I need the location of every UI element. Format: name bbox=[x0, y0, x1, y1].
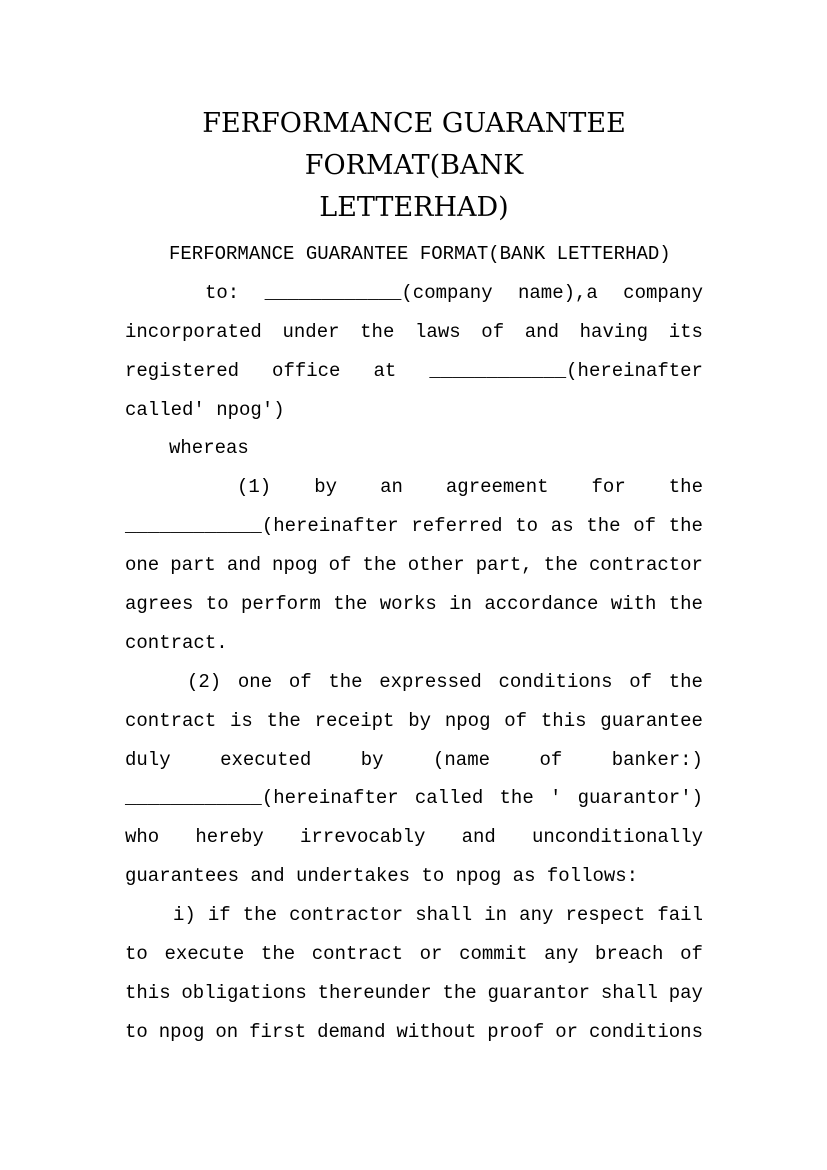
word: banker:) bbox=[611, 748, 703, 771]
word: the bbox=[499, 787, 534, 810]
word: expressed bbox=[379, 670, 482, 693]
word: fail bbox=[657, 904, 703, 927]
word: registered bbox=[125, 359, 240, 382]
word: of bbox=[633, 515, 657, 538]
word: without bbox=[396, 1020, 477, 1043]
word: the bbox=[668, 515, 703, 538]
word: pay bbox=[668, 981, 703, 1004]
text-line bbox=[125, 468, 703, 507]
word: any bbox=[519, 904, 554, 927]
word: the bbox=[266, 709, 301, 732]
word: the bbox=[360, 320, 395, 343]
word: part bbox=[170, 554, 216, 577]
word: irrevocably bbox=[299, 826, 426, 849]
word: other bbox=[407, 554, 465, 577]
word: this bbox=[540, 709, 587, 732]
text-line bbox=[125, 974, 703, 1013]
word: of bbox=[328, 554, 352, 577]
title-line-1: FERFORMANCE GUARANTEE FORMAT(BANK bbox=[202, 108, 626, 181]
text-line bbox=[125, 507, 703, 546]
word: agreement bbox=[445, 476, 549, 499]
text-line: guarantees and undertakes to npog as follows: bbox=[125, 865, 639, 888]
word: as bbox=[550, 515, 574, 538]
word: respect bbox=[565, 904, 646, 927]
text-line bbox=[125, 935, 703, 974]
text-line bbox=[125, 702, 703, 741]
word: unconditionally bbox=[531, 826, 703, 849]
word: under bbox=[282, 320, 340, 343]
word: by bbox=[408, 709, 432, 732]
word: laws bbox=[415, 320, 461, 343]
word: the bbox=[442, 981, 477, 1004]
word: the bbox=[543, 554, 578, 577]
word: to: bbox=[205, 281, 240, 304]
word: execute bbox=[164, 943, 245, 966]
text-line: whereas bbox=[169, 437, 249, 460]
word: and bbox=[226, 554, 262, 577]
text-line bbox=[125, 585, 703, 624]
word: (1) bbox=[237, 476, 272, 499]
word: duly bbox=[125, 748, 171, 771]
word: is bbox=[230, 709, 253, 732]
word: one bbox=[237, 670, 273, 693]
word: commit bbox=[459, 943, 528, 966]
word: contractor bbox=[289, 904, 404, 927]
word: at bbox=[373, 359, 397, 382]
word: referred bbox=[411, 515, 503, 538]
word: of bbox=[629, 670, 653, 693]
word: any bbox=[544, 943, 579, 966]
word: office bbox=[272, 359, 341, 382]
word: or bbox=[555, 1020, 578, 1043]
text-line bbox=[125, 274, 703, 313]
word: to bbox=[205, 593, 229, 616]
word: and bbox=[524, 320, 559, 343]
word: the bbox=[260, 943, 296, 966]
word: with bbox=[610, 593, 657, 616]
word: the bbox=[242, 904, 277, 927]
word: the bbox=[668, 593, 703, 616]
word: receipt bbox=[314, 709, 395, 732]
word: breach bbox=[595, 943, 664, 966]
word: if bbox=[207, 904, 231, 927]
text-line bbox=[125, 546, 703, 585]
word: its bbox=[668, 320, 703, 343]
word: agrees bbox=[125, 593, 194, 616]
word: to bbox=[125, 943, 148, 966]
word: conditions bbox=[498, 670, 613, 693]
word: proof bbox=[487, 1020, 545, 1043]
word: guarantor') bbox=[577, 787, 703, 810]
text-line bbox=[125, 313, 703, 352]
text-line bbox=[125, 352, 703, 391]
word: name),a bbox=[517, 281, 598, 304]
text-line bbox=[125, 896, 703, 935]
word: to bbox=[125, 1020, 148, 1043]
word: contract bbox=[311, 943, 403, 966]
word: ____________(company bbox=[264, 281, 493, 304]
word: works bbox=[379, 593, 437, 616]
word: contract bbox=[125, 709, 217, 732]
word: called bbox=[414, 787, 484, 810]
word: ' bbox=[549, 787, 562, 810]
word: ____________(hereinafter bbox=[125, 787, 399, 810]
word: company bbox=[623, 281, 703, 304]
word: i) bbox=[173, 904, 196, 927]
word: the bbox=[668, 670, 703, 693]
text-line bbox=[125, 779, 703, 818]
word: this bbox=[125, 981, 171, 1004]
word: the bbox=[668, 476, 703, 499]
word: for bbox=[591, 476, 626, 499]
word: part, bbox=[475, 554, 533, 577]
word: accordance bbox=[484, 593, 599, 616]
text-line bbox=[125, 741, 703, 780]
word: or bbox=[419, 943, 443, 966]
word: demand bbox=[317, 1020, 386, 1043]
text-line bbox=[125, 663, 703, 702]
word: thereunder bbox=[317, 981, 432, 1004]
word: first bbox=[249, 1020, 307, 1043]
word: on bbox=[215, 1020, 239, 1043]
word: guarantee bbox=[600, 709, 703, 732]
word: conditions bbox=[588, 1020, 703, 1043]
word: npog bbox=[272, 554, 318, 577]
word: (2) bbox=[187, 670, 222, 693]
word: by bbox=[360, 748, 384, 771]
word: obligations bbox=[181, 981, 307, 1004]
word: who bbox=[125, 826, 160, 849]
word: npog bbox=[158, 1020, 205, 1043]
word: the bbox=[328, 670, 363, 693]
word: of bbox=[288, 670, 312, 693]
subtitle: FERFORMANCE GUARANTEE FORMAT(BANK LETTERHAD) bbox=[169, 243, 671, 265]
word: the bbox=[362, 554, 397, 577]
word: (name bbox=[433, 748, 491, 771]
word: having bbox=[579, 320, 649, 343]
word: by bbox=[314, 476, 338, 499]
word: shall bbox=[415, 904, 473, 927]
word: the bbox=[586, 515, 621, 538]
word: in bbox=[449, 593, 472, 616]
body-paragraphs bbox=[125, 274, 703, 1052]
word: the bbox=[333, 593, 368, 616]
word: ____________(hereinafter bbox=[429, 359, 703, 382]
document-body bbox=[125, 235, 703, 1052]
word: of bbox=[680, 943, 703, 966]
word: shall bbox=[600, 981, 658, 1004]
word: of bbox=[481, 320, 505, 343]
document-title bbox=[125, 103, 703, 229]
word: one bbox=[125, 554, 160, 577]
word: to bbox=[515, 515, 539, 538]
word: ____________(hereinafter bbox=[125, 515, 399, 538]
word: hereby bbox=[195, 826, 264, 849]
word: of bbox=[504, 709, 528, 732]
word: in bbox=[484, 904, 508, 927]
word: an bbox=[380, 476, 403, 499]
word: executed bbox=[220, 748, 312, 771]
word: incorporated bbox=[125, 320, 262, 343]
text-line: contract. bbox=[125, 631, 228, 654]
title-line-2: LETTERHAD) bbox=[319, 192, 509, 223]
word: and bbox=[461, 826, 496, 849]
text-line: called' npog') bbox=[125, 398, 285, 421]
word: npog bbox=[444, 709, 491, 732]
text-line bbox=[125, 1013, 703, 1052]
word: contractor bbox=[588, 554, 703, 577]
word: of bbox=[539, 748, 563, 771]
word: guarantor bbox=[487, 981, 591, 1004]
word: perform bbox=[240, 593, 321, 616]
text-line bbox=[125, 818, 703, 857]
